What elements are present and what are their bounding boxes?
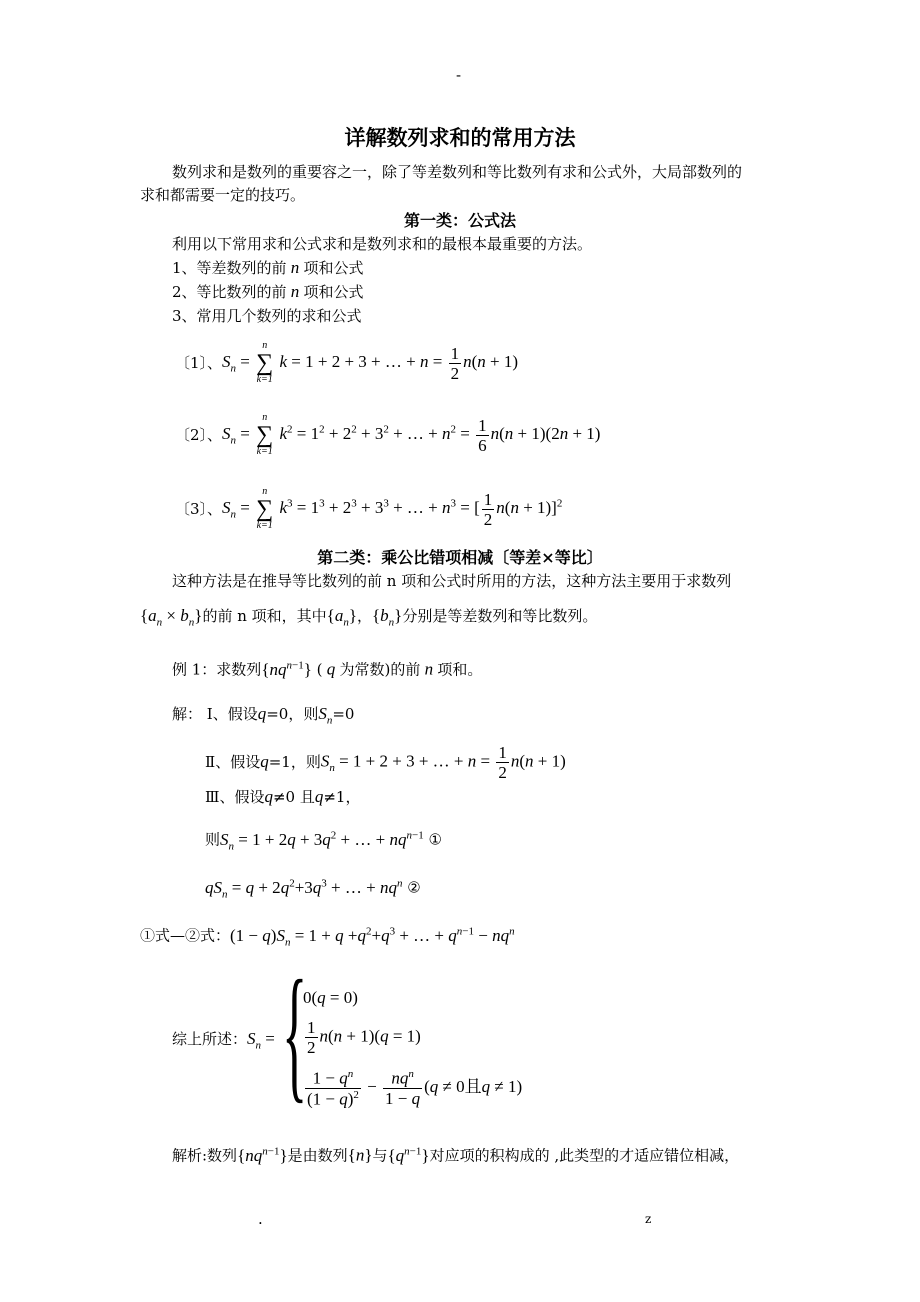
then-label: 则 [205, 830, 221, 849]
list-item-2-pre: 2、等比数列的前 [172, 283, 287, 301]
list-item-2: 2、等比数列的前 n 项和公式 [172, 282, 364, 301]
case-2-mid: =1，则 [268, 753, 321, 771]
section2-desc-1: 这种方法是在推导等比数列的前 n 项和公式时所用的方法，这种方法主要用于求数列 [172, 572, 732, 590]
summary-case-3: $\frac{1 - q^n}{(1 - q)^2}$ − $\frac{nq^n}{1 - q}$ (q ≠ 0且q ≠ 1) [307, 1068, 523, 1109]
example-1-paren: ( [316, 660, 323, 679]
circle-1: ① [428, 830, 442, 849]
section2-desc-2: $\{a_n \times b_n\}$的前 n 项和，其中$\{a_n\}$，$\{b_n\}$分别是等差数列和等比数列。 [140, 606, 598, 629]
list-item-2-post: 项和公式 [303, 283, 364, 301]
footer-left: . [258, 1210, 263, 1228]
formula-1-label: 〔1〕、 [175, 354, 223, 372]
footer-right: z [645, 1212, 652, 1226]
formula-3: 〔3〕、 $S_n$ = n ∑ k=1 $k^3 = 1^3 + 2^3 + 3^3$ + … + $n^3$ = [ $\frac{1}{2}$ n(n + 1)]$^2$ [175, 486, 563, 531]
circle-2: ② [407, 878, 421, 897]
analysis-post: 对应项的积构成的 ,此类型的才适应错位相减， [429, 1146, 740, 1165]
example-1: 例 1：求数列$\{nq^{n-1}\}$ ( q 为常数)的前 n 项和。 [172, 659, 483, 679]
example-1-pre: 例 1：求数列 [172, 660, 262, 679]
summary-brace: { [282, 950, 308, 1116]
equation-subtract: ①式—②式：$(1 - q)S_n = 1 + q +q^2+q^3$ + … + $q^{n-1} - nq^n$ [140, 925, 515, 949]
example-1-post: 项和。 [437, 660, 483, 679]
analysis-mid-1: 是由数列 [287, 1146, 348, 1165]
list-item-1-post: 项和公式 [303, 259, 364, 277]
formula-1: 〔1〕、 $S_n$ = n ∑ k=1 k = 1 + 2 + 3 + … + n = $\frac{1}{2}$ n(n + 1) [175, 340, 518, 385]
section1-heading: 第一类：公式法 [403, 211, 516, 230]
intro-line-2: 求和都需要一定的技巧。 [140, 186, 306, 204]
intro-line-1: 数列求和是数列的重要容之一，除了等差数列和等比数列有求和公式外，大局部数列的 [172, 163, 743, 181]
case-2-pre: Ⅱ、假设 [205, 753, 261, 771]
solution-label: 解： [172, 705, 203, 723]
list-item-1-pre: 1、等差数列的前 [172, 259, 287, 277]
summary-case-1: 0(q = 0) [303, 988, 358, 1007]
case-3-mid: ≠0 且 [272, 788, 315, 806]
analysis-pre: 解析:数列 [172, 1146, 238, 1165]
analysis: 解析:数列$\{nq^{n-1}\}$是由数列{n}与$\{q^{n-1}\}$对应项的积构成的 ,此类型的才适应错位相减， [172, 1145, 740, 1165]
formula-2: 〔2〕、 $S_n$ = n ∑ k=1 $k^2 = 1^2 + 2^2 + 3^2$ + … + $n^2$ = $\frac{1}{6}$ n(n + 1)(2n + 1) [175, 412, 601, 457]
solution-case-2: Ⅱ、假设 q =1，则 $S_n = 1 + 2 + 3$ + … + n = $\frac{1}{2}$ n(n + 1) [205, 742, 566, 782]
summary-label: 综上所述：$S_n$ = [172, 1029, 275, 1052]
section2-desc-2-post: 分别是等差数列和等比数列。 [402, 607, 598, 625]
analysis-mid-2: 与 [372, 1146, 388, 1165]
equation-1: 则$S_n = 1 + 2q + 3q^2$ + … + $nq^{n-1}$ ① [205, 829, 442, 853]
summary-and: 且 [464, 1077, 482, 1097]
case-3-post: ≠1， [323, 788, 361, 806]
case-1-mid: =0，则 [266, 705, 319, 723]
section2-heading: 第二类：乘公比错项相减〔等差×等比〕 [317, 548, 603, 567]
summary-case-2: $\frac{1}{2}$ n(n + 1)(q = 1) [307, 1018, 421, 1057]
solution-case-3: Ⅲ、假设q≠0 且q≠1， [205, 787, 361, 806]
page-title: 详解数列求和的常用方法 [344, 125, 576, 150]
formula-3-label: 〔3〕、 [175, 500, 223, 518]
example-1-note: 为常数)的前 [339, 660, 421, 679]
header-mark: - [456, 66, 462, 84]
case-1-pre: Ⅰ、假设 [206, 705, 258, 723]
case-1-post: =0 [332, 705, 355, 723]
list-item-3: 3、常用几个数列的求和公式 [172, 307, 362, 325]
section2-desc-2-sep: ， [356, 607, 372, 625]
solution-case-1: 解： Ⅰ、假设q=0，则$S_n=0$ [172, 704, 355, 727]
subtract-label: ①式—②式： [140, 926, 231, 945]
section1-desc: 利用以下常用求和公式求和是数列求和的最根本最重要的方法。 [172, 235, 593, 253]
list-item-1: 1、等差数列的前 n 项和公式 [172, 258, 364, 277]
equation-2: $qS_n = q + 2q^2+3q^3$ + … + $nq^n$ ② [205, 877, 421, 901]
case-3-pre: Ⅲ、假设 [205, 788, 265, 806]
section2-desc-2-mid: 的前 n 项和，其中 [202, 607, 327, 625]
formula-2-label: 〔2〕、 [175, 426, 223, 444]
